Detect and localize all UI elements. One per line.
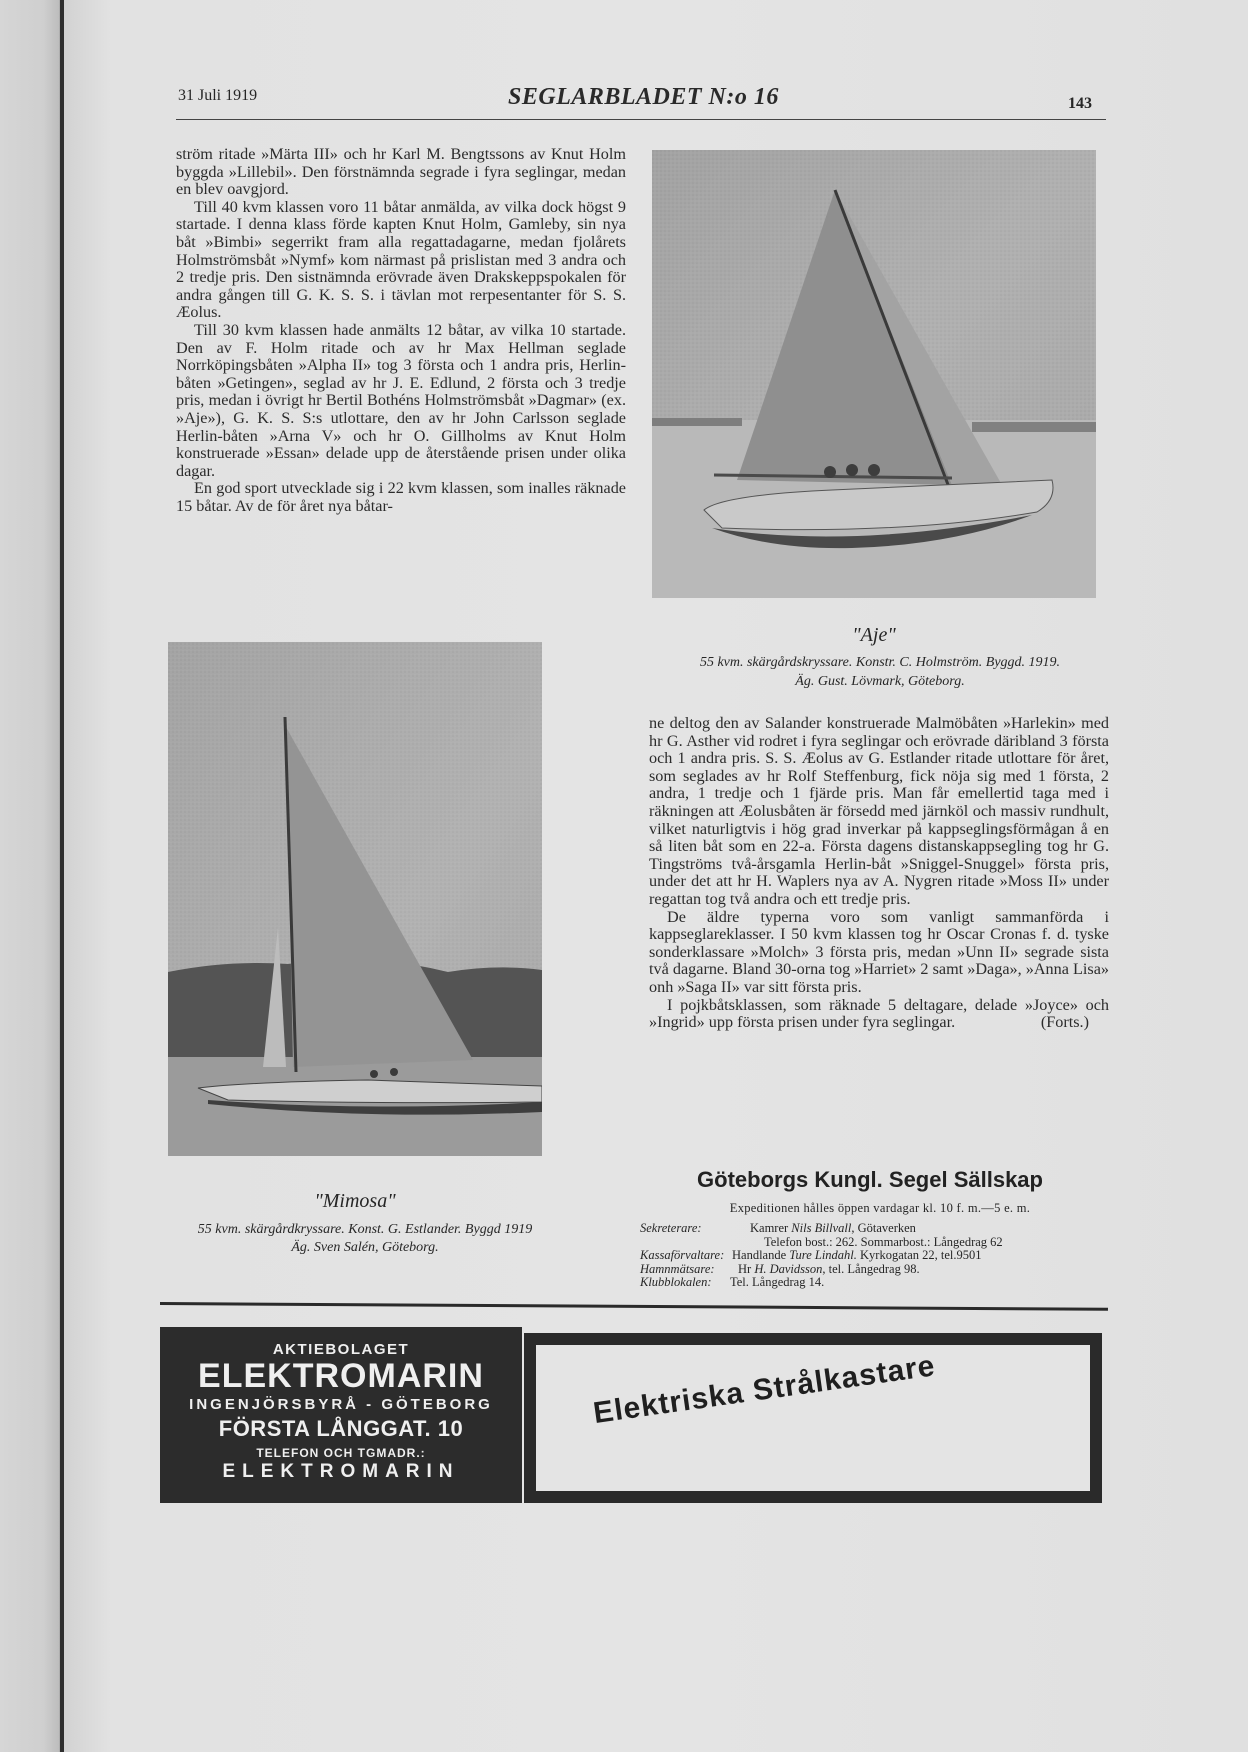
paragraph: En god sport utvecklade sig i 22 kvm klassen, som inalles räknade 15 båtar. Av de för året nya båtar- xyxy=(176,479,626,515)
ad-stralkastare xyxy=(524,1333,1102,1503)
ad-company-type: AKTIEBOLAGET xyxy=(272,1341,410,1358)
ad-company-name: ELEKTROMARIN xyxy=(198,1357,484,1395)
value-suffix: , tel. Långedrag 98. xyxy=(822,1261,920,1276)
right-column-text xyxy=(649,715,1109,1032)
club-row-clubhouse: Klubblokalen: Tel. Långedrag 14. xyxy=(640,1275,825,1290)
header-rule xyxy=(176,119,1106,120)
role-value xyxy=(732,1249,982,1263)
photo-aje-illustration xyxy=(652,150,1096,598)
ad-slogan: Elektriska Strålkastare xyxy=(591,1349,938,1431)
role-value: Telefon bost.: 262. Sommarbost.: Långedrag 62 xyxy=(764,1234,1003,1249)
ad-frame xyxy=(536,1345,1090,1491)
person-name: Nils Billvall xyxy=(791,1221,852,1235)
person-name: Ture Lindahl. xyxy=(789,1248,857,1263)
ad-company-business: INGENJÖRSBYRÅ - GÖTEBORG xyxy=(189,1396,493,1413)
page-number: 143 xyxy=(1068,95,1092,112)
ad-telegraph-label: TELEFON OCH TGMADR.: xyxy=(256,1446,426,1460)
ad-company-address: FÖRSTA LÅNGGAT. 10 xyxy=(218,1416,464,1441)
club-row-treasurer: Kassaförvaltare: Handlande Ture Lindahl. Kyrkogatan 22, tel.9501 xyxy=(640,1248,982,1263)
role-value: Tel. Långedrag 14. xyxy=(730,1275,825,1290)
photo-aje xyxy=(652,150,1096,598)
publication-title: SEGLARBLADET N:o 16 xyxy=(508,84,779,110)
photo-mimosa-illustration xyxy=(168,642,542,1156)
paragraph: ström ritade »Märta III» och hr Karl M. Bengtssons av Knut Holm byggda »Lillebil». Den förstnämnda segrade i fyra seglingar, medan en blev oavgjord. xyxy=(176,145,626,199)
paragraph: I pojkbåtsklassen, som räknade 5 deltagare, delade »Joyce» och »Ingrid» upp första prisen under fyra seglingar. xyxy=(649,995,1109,1032)
photo-mimosa xyxy=(168,642,542,1156)
value-prefix: Handlande xyxy=(732,1248,790,1263)
paragraph: Till 40 kvm klassen voro 11 båtar anmälda, av vilka dock högst 9 startade. I denna klass förde kapten Knut Holm, Gamleby, sin nya båt »Bimbi» segerrikt fram alla regattadagarne, medan fjolårets Holmströmsbåt »Nymf» kom närmast på prislistan med 3 andra och 2 tredje pris. Den sistnämnda erövrade även Drakskeppspokalen för andra gången till G. K. S. S. i tävlan mot rerpesentanter för S. S. Æolus. xyxy=(176,197,626,322)
role-value xyxy=(738,1263,920,1277)
left-column-text xyxy=(176,146,626,515)
value-prefix: Hr xyxy=(738,1261,755,1276)
club-title: Göteborgs Kungl. Segel Sällskap xyxy=(697,1167,1043,1192)
value-prefix: Kamrer xyxy=(750,1221,792,1235)
paragraph: ne deltog den av Salander konstruerade Malmöbåten »Harlekin» med hr G. Asther vid rodret i fyra seglingar och erövrade däribland 3 första och 1 andra pris. S. S. Æolus av G. Estlander ritade utlottare för året, som seglades av hr Rolf Steffenburg, fick nöja sig med 1 första, 2 andra, 1 tredje och 1 fjärde pris. Man får emellertid taga med i räkningen att Æolusbåten är försedd med järnköl och massiv rundhult, vilket naturligtvis i hög grad inverkar på kappseglingsförmågan å en så liten båt som en 22-a. Första dagens distanskappsegling tog hr G. Tingströms två-årsgamla Herlin-båt »Sniggel-Snuggel» första pris, under det att hr H. Waplers nya av A. Nygren ritade »Moss II» under regattan tog två andra och ett tredje pris. xyxy=(649,714,1109,908)
value-suffix: , Götaverken xyxy=(851,1221,916,1235)
header-date: 31 Juli 1919 xyxy=(178,87,258,104)
club-row-harbourmaster: Hamnmätsare: Hr H. Davidsson, tel. Långedrag 98. xyxy=(640,1261,920,1276)
paragraph: Till 30 kvm klassen hade anmälts 12 båtar, av vilka 10 startade. Den av F. Holm ritade och av hr Max Hellman seglade Norrköpingsbåten »Alpha II» tog 3 första och 1 andra pris, Herlin-båten »Getingen», seglad av hr J. E. Edlund, 2 första och 3 tredje pris, medan i övrigt hr Bertil Bothéns Holmströmsbåt »Dagmar» (ex. »Aje»), G. K. S. S:s utlottare, den av hr John Carlsson seglade Herlin-båten »Arna V» och hr O. Gillholms av Knut Holm konstruerade »Essan» delade upp de återstående prisen under olika dagar. xyxy=(176,320,626,480)
role-value xyxy=(750,1222,916,1236)
ad-elektromarin xyxy=(160,1327,522,1503)
club-row-secretary-phone xyxy=(640,1236,1120,1250)
photo-aje-owner: Äg. Gust. Lövmark, Göteborg. xyxy=(795,674,965,689)
continued-marker: (Forts.) xyxy=(1040,1013,1089,1032)
photo-aje-title: "Aje" xyxy=(852,624,896,646)
photo-mimosa-owner: Äg. Sven Salén, Göteborg. xyxy=(291,1240,439,1255)
club-notice xyxy=(640,1167,1120,1290)
adjacent-page-edge xyxy=(0,0,62,1752)
photo-aje-caption: 55 kvm. skärgårdskryssare. Konstr. C. Holmström. Byggd. 1919. xyxy=(699,655,1061,670)
ad-telegraph-address: ELEKTROMARIN xyxy=(222,1461,460,1482)
person-name: H. Davidsson xyxy=(754,1261,823,1276)
photo-mimosa-caption: 55 kvm. skärgårdkryssare. Konst. G. Estlander. Byggd 1919 xyxy=(197,1222,533,1237)
club-row-secretary: Sekreterare: Kamrer Nils Billvall, Götaverken xyxy=(640,1221,916,1235)
value-suffix: Kyrkogatan 22, tel.9501 xyxy=(856,1248,982,1263)
photo-mimosa-title: "Mimosa" xyxy=(314,1190,396,1212)
club-officials xyxy=(640,1222,1120,1290)
club-hours: Expeditionen hålles öppen vardagar kl. 10 f. m.—5 e. m. xyxy=(729,1201,1031,1215)
paragraph: De äldre typerna voro som vanligt sammanförda i kappseglareklasser. I 50 kvm klassen tog hr Oscar Cronas f. d. tyske sonderklassare »Molch» 3 första pris, medan »Unn II» segrade sista två dagarne. Bland 30-orna tog »Harriet» 2 samt »Daga», »Anna Lisa» onh »Saga II» var sitt första pris. xyxy=(649,907,1109,996)
